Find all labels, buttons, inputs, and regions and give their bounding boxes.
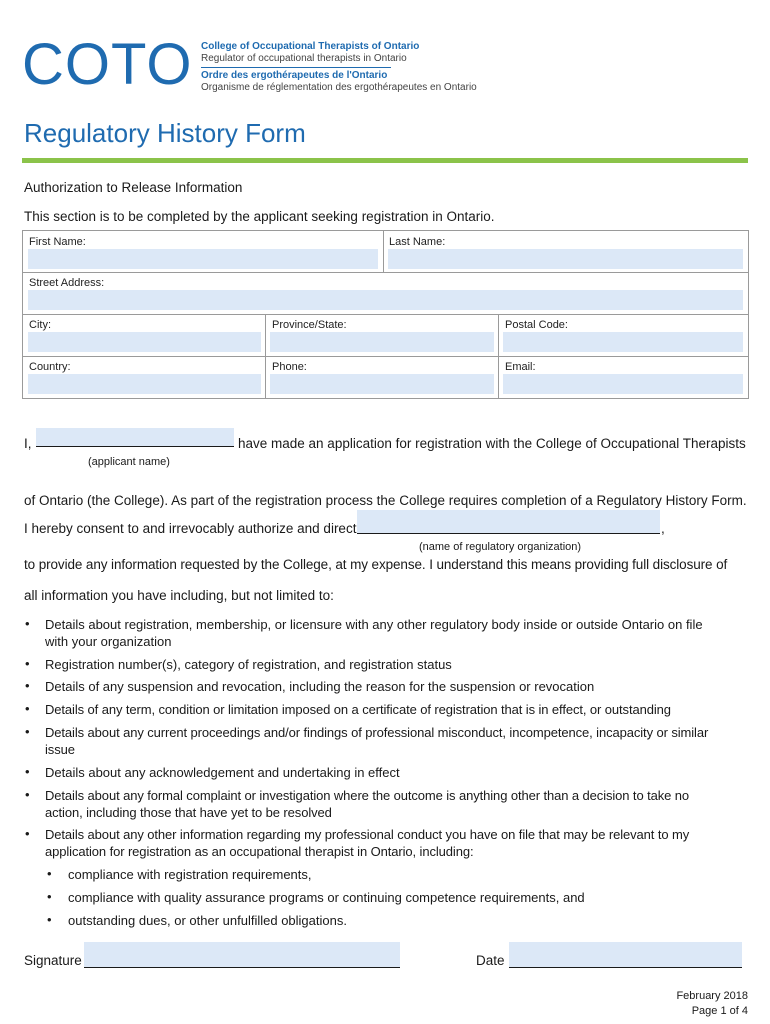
grid-col-divider: [383, 230, 384, 272]
province-field[interactable]: [270, 332, 494, 352]
bullet-glyph: •: [25, 701, 30, 716]
list-item-line: application for registration as an occupational therapist in Ontario, including:: [45, 844, 474, 859]
list-item-line: Details about registration, membership, or licensure with any other regulatory body inside or outside Ontario on file: [45, 617, 703, 632]
org-separator: [201, 67, 391, 68]
city-field[interactable]: [28, 332, 261, 352]
sub-bullet-glyph: •: [47, 912, 52, 927]
list-item-line: Details about any formal complaint or investigation where the outcome is anything other than a decision to take no: [45, 788, 690, 803]
list-item-line: Details about any other information regarding my professional conduct you have on file that may be relevant to my: [45, 827, 690, 842]
org-french-subtitle: Organisme de réglementation des ergothérapeutes en Ontario: [201, 82, 477, 93]
signature-label: Signature: [24, 953, 82, 968]
list-item: Details about any acknowledgement and undertaking in effect: [45, 765, 400, 780]
regulatory-organization-field[interactable]: [357, 510, 660, 534]
list-item: [45, 826, 750, 860]
email-field[interactable]: [503, 374, 743, 394]
list-item-line: issue: [45, 742, 75, 757]
coto-logo: COTO: [22, 32, 193, 97]
first-name-field[interactable]: [28, 249, 378, 269]
consent-line4: to provide any information requested by the College, at my expense. I understand this means providing full disclosure of: [24, 557, 728, 572]
grid-row-divider: [22, 314, 749, 315]
last-name-label: Last Name:: [389, 236, 446, 248]
street-address-field[interactable]: [28, 290, 743, 310]
title-rule: [22, 158, 748, 163]
email-label: Email:: [505, 361, 536, 373]
postal-code-label: Postal Code:: [505, 319, 568, 331]
bullet-glyph: •: [25, 724, 30, 739]
org-english-subtitle: Regulator of occupational therapists in Ontario: [201, 53, 407, 64]
consent-i-prefix: I,: [24, 436, 32, 451]
date-label: Date: [476, 953, 505, 968]
list-item: Registration number(s), category of registration, and registration status: [45, 657, 452, 672]
first-name-label: First Name:: [29, 236, 86, 248]
bullet-glyph: •: [25, 656, 30, 671]
grid-row-divider: [22, 272, 749, 273]
bullet-glyph: •: [25, 787, 30, 802]
consent-line5: all information you have including, but not limited to:: [24, 588, 334, 603]
sub-list-item: outstanding dues, or other unfulfilled obligations.: [68, 913, 347, 928]
applicant-name-caption: (applicant name): [88, 456, 170, 468]
footer-page-number: Page 1 of 4: [691, 1005, 748, 1017]
list-item: [45, 724, 750, 758]
footer-date: February 2018: [676, 990, 748, 1002]
sub-bullet-glyph: •: [47, 889, 52, 904]
org-english-name: College of Occupational Therapists of Ontario: [201, 41, 420, 52]
consent-line1: have made an application for registration with the College of Occupational Therapists: [238, 436, 746, 451]
list-item-line: with your organization: [45, 634, 172, 649]
list-item-line: action, including those that have yet to be resolved: [45, 805, 332, 820]
grid-col-divider: [498, 314, 499, 399]
signature-field[interactable]: [84, 942, 400, 968]
list-item-line: Details about any current proceedings and/or findings of professional misconduct, incompetence, incapacity or similar: [45, 725, 709, 740]
last-name-field[interactable]: [388, 249, 743, 269]
city-label: City:: [29, 319, 51, 331]
date-field[interactable]: [509, 942, 742, 968]
list-item: [45, 787, 750, 821]
sub-list-item: compliance with registration requirements,: [68, 867, 312, 882]
page-title: Regulatory History Form: [24, 118, 306, 148]
org-french-name: Ordre des ergothérapeutes de l'Ontario: [201, 70, 388, 81]
applicant-name-field[interactable]: [36, 428, 234, 447]
phone-field[interactable]: [270, 374, 494, 394]
consent-line2: of Ontario (the College). As part of the registration process the College requires completion of a Regulatory History Form.: [24, 493, 747, 508]
bullet-glyph: •: [25, 764, 30, 779]
bullet-glyph: •: [25, 616, 30, 631]
list-item: Details of any term, condition or limitation imposed on a certificate of registration that is in effect, or outstanding: [45, 702, 671, 717]
list-item: [45, 616, 750, 650]
sub-bullet-glyph: •: [47, 866, 52, 881]
grid-row-divider: [22, 356, 749, 357]
country-label: Country:: [29, 361, 71, 373]
bullet-glyph: •: [25, 826, 30, 841]
section-heading: Authorization to Release Information: [24, 180, 243, 195]
bullet-glyph: •: [25, 678, 30, 693]
list-item: Details of any suspension and revocation, including the reason for the suspension or revocation: [45, 679, 595, 694]
postal-code-field[interactable]: [503, 332, 743, 352]
province-label: Province/State:: [272, 319, 347, 331]
organization-caption: (name of regulatory organization): [419, 541, 582, 553]
section-intro: This section is to be completed by the applicant seeking registration in Ontario.: [24, 209, 495, 224]
country-field[interactable]: [28, 374, 261, 394]
phone-label: Phone:: [272, 361, 307, 373]
consent-line3-comma: ,: [661, 521, 665, 536]
grid-col-divider: [265, 314, 266, 399]
street-address-label: Street Address:: [29, 277, 105, 289]
sub-list-item: compliance with quality assurance programs or continuing competence requirements, and: [68, 890, 585, 905]
consent-line3: I hereby consent to and irrevocably authorize and direct: [24, 521, 357, 536]
